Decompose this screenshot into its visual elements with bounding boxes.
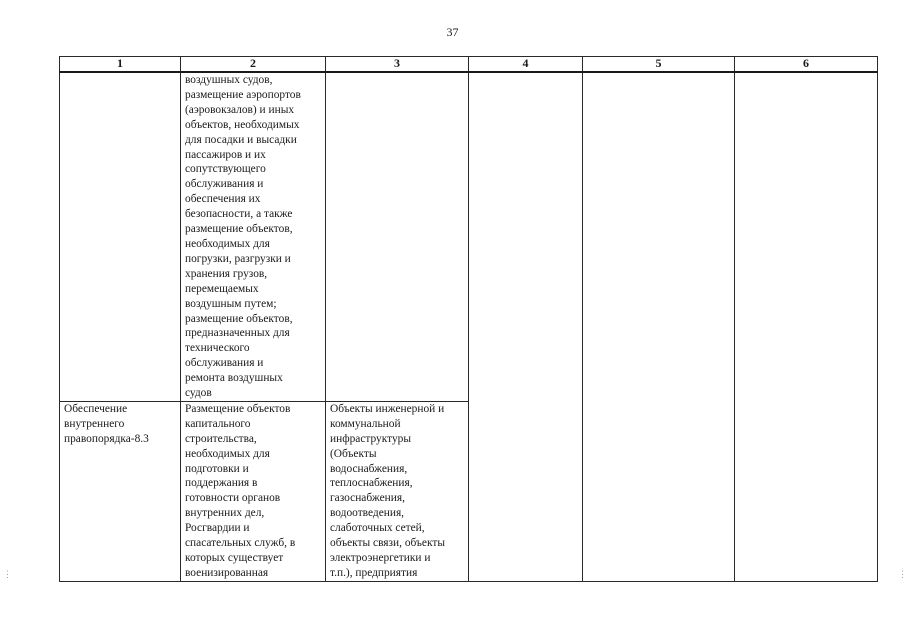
column-header-3: 3 (326, 57, 469, 73)
table-header-row (60, 57, 878, 73)
cell-column-6 (735, 72, 878, 581)
cell-auxiliary-objects: Объекты инженерной и коммунальной инфраструктуры (Объекты водоснабжения, теплоснабжения, газоснабжения, водоотведения, слаботочных сетей, объекты связи, объекты электроэнергетики и т.п.), предприятия (326, 401, 469, 581)
scan-edge-mark-right: ⋮ (898, 569, 907, 579)
page-number: 37 (446, 25, 459, 39)
cell-column-4 (469, 72, 583, 581)
column-header-2: 2 (181, 57, 326, 73)
cell-auxiliary-objects (326, 72, 469, 401)
column-header-6: 6 (735, 57, 878, 73)
land-use-table (59, 56, 878, 582)
scan-edge-mark-left: ⋮ (3, 569, 12, 579)
column-header-1: 1 (60, 57, 181, 73)
column-header-5: 5 (583, 57, 735, 73)
cell-land-use-type (60, 72, 181, 401)
cell-permitted-use-description: воздушных судов, размещение аэропортов (аэровокзалов) и иных объектов, необходимых для посадки и высадки пассажиров и их сопутствующего обслуживания и обеспечения их безопасности, а также размещение объектов, необходимых для погрузки, разгрузки и хранения грузов, перемещаемых воздушным путем; размещение объектов, предназначенных для технического обслуживания и ремонта воздушных судов (181, 72, 326, 401)
cell-permitted-use-description: Размещение объектов капитального строительства, необходимых для подготовки и поддержания в готовности органов внутренних дел, Росгвардии и спасательных служб, в которых существует военизированная (181, 401, 326, 581)
cell-column-5 (583, 72, 735, 581)
column-header-4: 4 (469, 57, 583, 73)
cell-land-use-type: Обеспечение внутреннего правопорядка-8.3 (60, 401, 181, 581)
table-row (60, 72, 878, 401)
